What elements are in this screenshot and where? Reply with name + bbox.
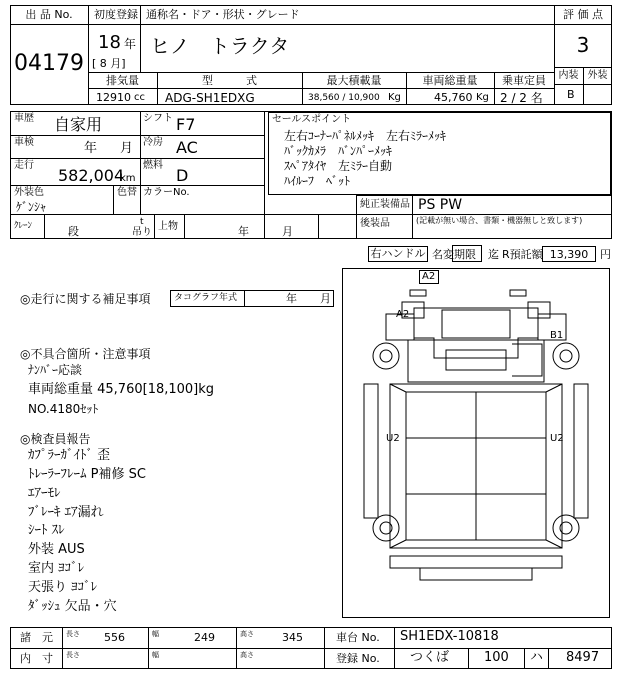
car-name-label: 通称名・ドア・形状・グレード	[146, 8, 300, 21]
recycle-unit: 円	[600, 248, 611, 261]
length-value: 556	[104, 631, 125, 644]
history-label: 車歴	[14, 113, 34, 124]
defect-line: NO.4180ｾｯﾄ	[28, 402, 99, 416]
divider	[468, 648, 469, 669]
tacho-year: 年	[286, 292, 297, 305]
interior-label: 内装	[558, 70, 579, 81]
divider	[244, 290, 245, 307]
name-change-label: 名変期限	[432, 248, 476, 261]
recycle-label: R預託額	[502, 248, 543, 261]
ac-label: 冷房	[143, 137, 163, 148]
divider	[318, 214, 319, 239]
displacement-unit: cc	[134, 92, 145, 103]
crane-lift: 吊り	[132, 227, 152, 238]
capacity-label: 乗車定員	[502, 74, 546, 87]
crane-stage: 段	[68, 225, 79, 238]
divider	[140, 111, 141, 214]
defect-line: ﾅﾝﾊﾞｰ応談	[28, 363, 83, 377]
spec-label: 諸 元	[20, 631, 53, 644]
divider	[554, 24, 612, 25]
displacement-value: 12910	[96, 91, 131, 104]
tacho-label: タコグラフ年式	[174, 293, 238, 303]
gross-weight-unit: Kg	[476, 92, 489, 103]
damage-mark-u2-right: U2	[550, 433, 564, 444]
score-value: 3	[576, 33, 590, 57]
gross-weight-value: 45,760	[434, 91, 473, 104]
plate-label: 登録 No.	[336, 652, 380, 665]
divider	[113, 185, 114, 214]
lot-label: 出 品 No.	[25, 8, 73, 21]
lot-number: 04179	[14, 51, 84, 76]
std-equipment-value: PS PW	[418, 197, 463, 213]
mileage-unit: km	[120, 173, 136, 184]
tacho-month: 月	[320, 292, 331, 305]
divider	[524, 648, 525, 669]
divider	[394, 627, 395, 669]
damage-mark-b1: B1	[550, 330, 564, 341]
crane-label: ｸﾚｰﾝ	[14, 221, 33, 231]
gross-weight-label: 車両総重量	[422, 74, 478, 87]
divider	[88, 5, 89, 105]
crane-month: 月	[282, 225, 293, 238]
inspector-line: ﾌﾞﾚｰｷ ｴｱ漏れ	[28, 505, 104, 520]
chassis-label: 車台 No.	[336, 631, 380, 644]
displacement-label: 排気量	[106, 74, 139, 87]
inspector-line: 室内 ﾖｺﾞﾚ	[28, 561, 85, 576]
width-label: 幅	[152, 630, 159, 638]
divider	[324, 627, 325, 669]
defect-line: 車両総重量 45,760[18,100]kg	[28, 382, 215, 397]
deadline-unit: 迄	[488, 248, 499, 261]
sales-point-line: ｽﾍﾟｱﾀｲﾔ 左ﾐﾗｰ自動	[284, 159, 393, 173]
chassis-value: SH1EDX-10818	[400, 629, 499, 644]
mileage-label: 走行	[14, 160, 34, 171]
divider	[154, 214, 155, 239]
inspector-line: ﾀﾞｯｼｭ 欠品・穴	[28, 599, 117, 614]
deadline-box	[452, 245, 482, 262]
damage-mark-u2-left: U2	[386, 433, 400, 444]
inspector-line: 天張り ﾖｺﾞﾚ	[28, 580, 98, 595]
plate-region: つくば	[410, 650, 450, 665]
mileage-value: 582,004	[58, 166, 125, 185]
divider	[264, 111, 265, 239]
length-label: 長さ	[66, 630, 80, 638]
first-reg-label: 初度登録	[94, 8, 138, 21]
plate-class: 100	[484, 650, 509, 665]
divider	[10, 214, 612, 215]
history-value: 自家用	[54, 115, 103, 134]
divider	[412, 195, 413, 239]
shift-value: F7	[176, 115, 196, 134]
crane-ton: t	[140, 217, 144, 227]
plate-kana: ハ	[530, 650, 544, 665]
plate-number: 8497	[566, 650, 600, 665]
inspection-label: 車検	[14, 137, 34, 148]
after-equipment-note: (記載が無い場合、書類・機器無しと致します)	[416, 216, 583, 225]
inner-width-label: 幅	[152, 651, 159, 659]
divider	[10, 24, 88, 25]
width-value: 249	[194, 631, 215, 644]
inspector-title: ◎検査員報告	[20, 432, 91, 446]
interior-grade: B	[567, 88, 575, 101]
divider	[140, 5, 141, 24]
inspection-year: 年	[84, 141, 98, 156]
sales-point-line: ﾊｲﾙｰﾌ ﾍﾞｯﾄ	[284, 174, 351, 188]
color-label: 外装色	[14, 187, 44, 198]
inner-height-label: 高さ	[240, 651, 254, 659]
damage-mark-a2-top: A2	[422, 271, 436, 282]
crane-top-label: 上物	[158, 221, 178, 232]
divider	[10, 648, 612, 649]
inspector-line: ﾄﾚｰﾗｰﾌﾚｰﾑ P補修 SC	[28, 467, 146, 482]
truck-diagram-svg	[342, 268, 610, 618]
max-load-value: 38,560 / 10,900	[308, 93, 380, 103]
max-load-label: 最大積載量	[326, 74, 382, 87]
std-equipment-label: 純正装備品	[360, 199, 410, 210]
divider	[10, 185, 264, 186]
divider	[88, 24, 554, 25]
shift-label: シフト	[143, 113, 173, 124]
color-change-label: 色替	[117, 187, 137, 198]
model-value: ADG-SH1EDXG	[165, 91, 255, 105]
inspection-month: 月	[120, 141, 134, 156]
divider	[148, 627, 149, 669]
ac-value: AC	[176, 138, 198, 157]
color-code-label: カラーNo.	[143, 187, 190, 198]
capacity-value: 2 / 2 名	[500, 91, 543, 105]
divider	[10, 135, 264, 136]
exterior-label: 外装	[587, 70, 608, 81]
first-reg-year: 18	[98, 32, 121, 53]
divider	[554, 5, 555, 105]
inspector-line: 外装 AUS	[28, 542, 85, 557]
defects-title: ◎不具合箇所・注意事項	[20, 347, 151, 361]
divider	[184, 214, 185, 239]
fuel-label: 燃料	[143, 160, 163, 171]
inner-length-label: 長さ	[66, 651, 80, 659]
divider	[44, 214, 45, 239]
steering-value: 右ハンドル	[370, 247, 426, 260]
score-label: 評 価 点	[563, 8, 603, 21]
truck-diagram	[342, 268, 610, 618]
sales-point-line: ﾊﾞｯｸｶﾒﾗ ﾊﾞﾝﾊﾟｰﾒｯｷ	[284, 144, 393, 158]
model-label: 型 式	[202, 74, 257, 87]
divider	[548, 648, 549, 669]
divider	[236, 627, 237, 669]
inspector-line: ｶﾌﾟﾗｰｶﾞｲﾄﾞ 歪	[28, 448, 111, 463]
inner-label: 内 寸	[20, 652, 53, 665]
damage-mark-a2: A2	[396, 309, 410, 320]
divider	[356, 195, 612, 196]
first-reg-year-unit: 年	[124, 37, 137, 51]
driving-notes-title: ◎走行に関する補足事項	[20, 292, 151, 306]
height-label: 高さ	[240, 630, 254, 638]
divider	[10, 158, 264, 159]
divider	[62, 627, 63, 669]
max-load-unit: Kg	[388, 92, 401, 103]
sales-points-label: セールスポイント	[272, 114, 352, 125]
car-name: ヒノ トラクタ	[150, 34, 290, 58]
inspector-line: ｴｱｰﾓﾚ	[28, 486, 61, 501]
divider	[140, 24, 141, 72]
sales-point-line: 左右ｺｰﾅｰﾊﾟﾈﾙﾒｯｷ 左右ﾐﾗｰﾒｯｷ	[284, 129, 447, 143]
color-value: ｹﾞﾝｼｬ	[16, 200, 47, 214]
recycle-value: 13,390	[549, 248, 589, 261]
first-reg-month: [ 8 月]	[92, 57, 126, 70]
height-value: 345	[282, 631, 303, 644]
divider	[356, 195, 357, 239]
fuel-value: D	[176, 166, 189, 185]
after-equipment-label: 後装品	[360, 218, 390, 229]
crane-year: 年	[238, 225, 249, 238]
inspector-line: ｼｰﾄ ｽﾚ	[28, 523, 65, 538]
